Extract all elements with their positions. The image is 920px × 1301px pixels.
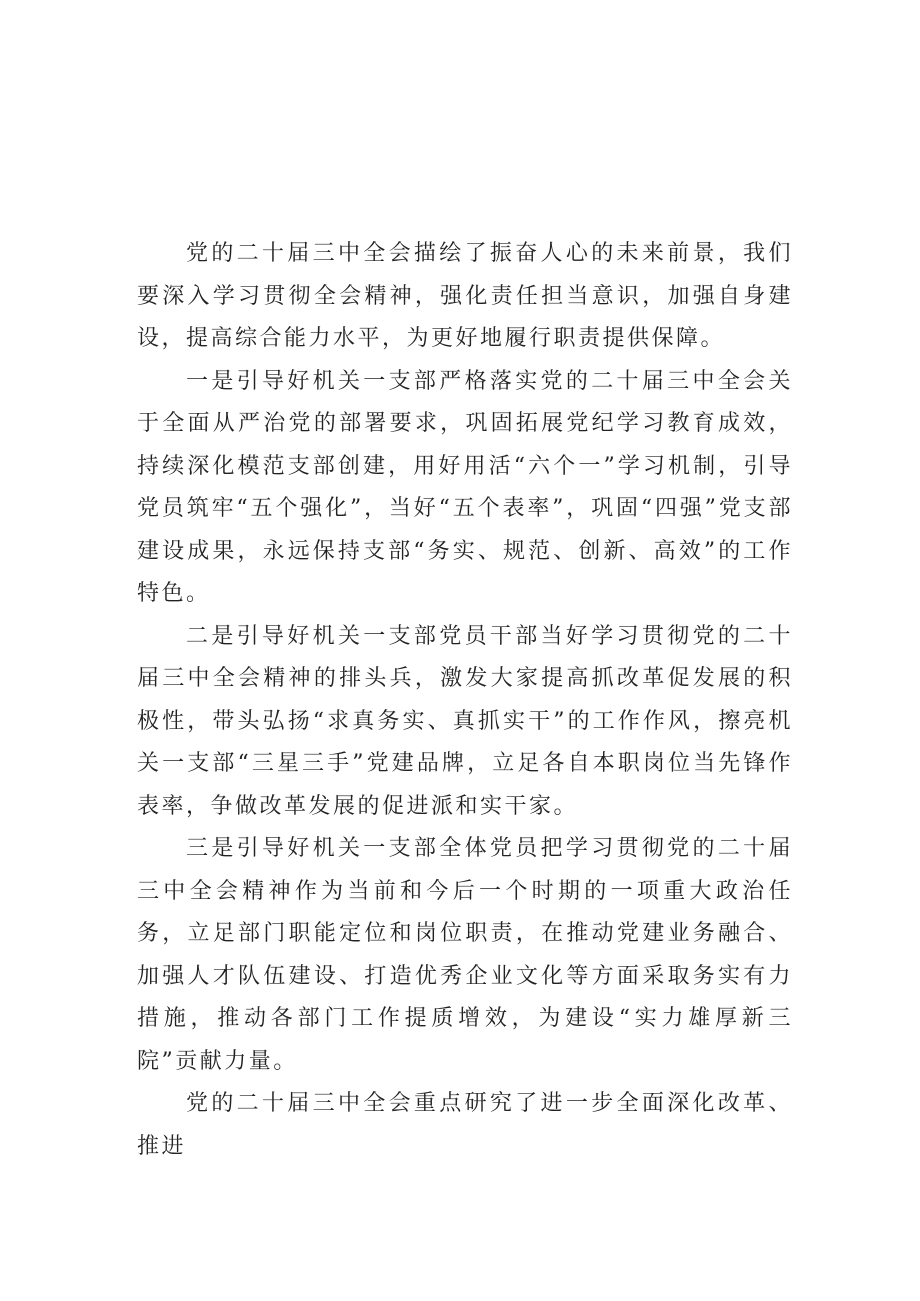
paragraph-continued: 党的二十届三中全会重点研究了进一步全面深化改革、推进 (137, 1091, 793, 1159)
paragraph-intro: 党的二十届三中全会描绘了振奋人心的未来前景，我们要深入学习贯彻全会精神，强化责任担当意识，加强自身建设，提高综合能力水平，为更好地履行职责提供保障。 (137, 241, 793, 351)
paragraph-point-one: 一是引导好机关一支部严格落实党的二十届三中全会关于全面从严治党的部署要求，巩固拓展党纪学习教育成效，持续深化模范支部创建，用好用活“六个一”学习机制，引导党员筑牢“五个强化”，当好“五个表率”，巩固“四强”党支部建设成果，永远保持支部“务实、规范、创新、高效”的工作特色。 (137, 368, 793, 606)
paragraph-point-two: 二是引导好机关一支部党员干部当好学习贯彻党的二十届三中全会精神的排头兵，激发大家提高抓改革促发展的积极性，带头弘扬“求真务实、真抓实干”的工作作风，擦亮机关一支部“三星三手”党建品牌，立足各自本职岗位当先锋作表率，争做改革发展的促进派和实干家。 (137, 623, 793, 819)
paragraph-point-three: 三是引导好机关一支部全体党员把学习贯彻党的二十届三中全会精神作为当前和今后一个时期的一项重大政治任务，立足部门职能定位和岗位职责，在推动党建业务融合、加强人才队伍建设、打造优秀企业文化等方面采取务实有力措施，推动各部门工作提质增效，为建设“实力雄厚新三院”贡献力量。 (137, 836, 793, 1074)
document-body (137, 233, 793, 1168)
